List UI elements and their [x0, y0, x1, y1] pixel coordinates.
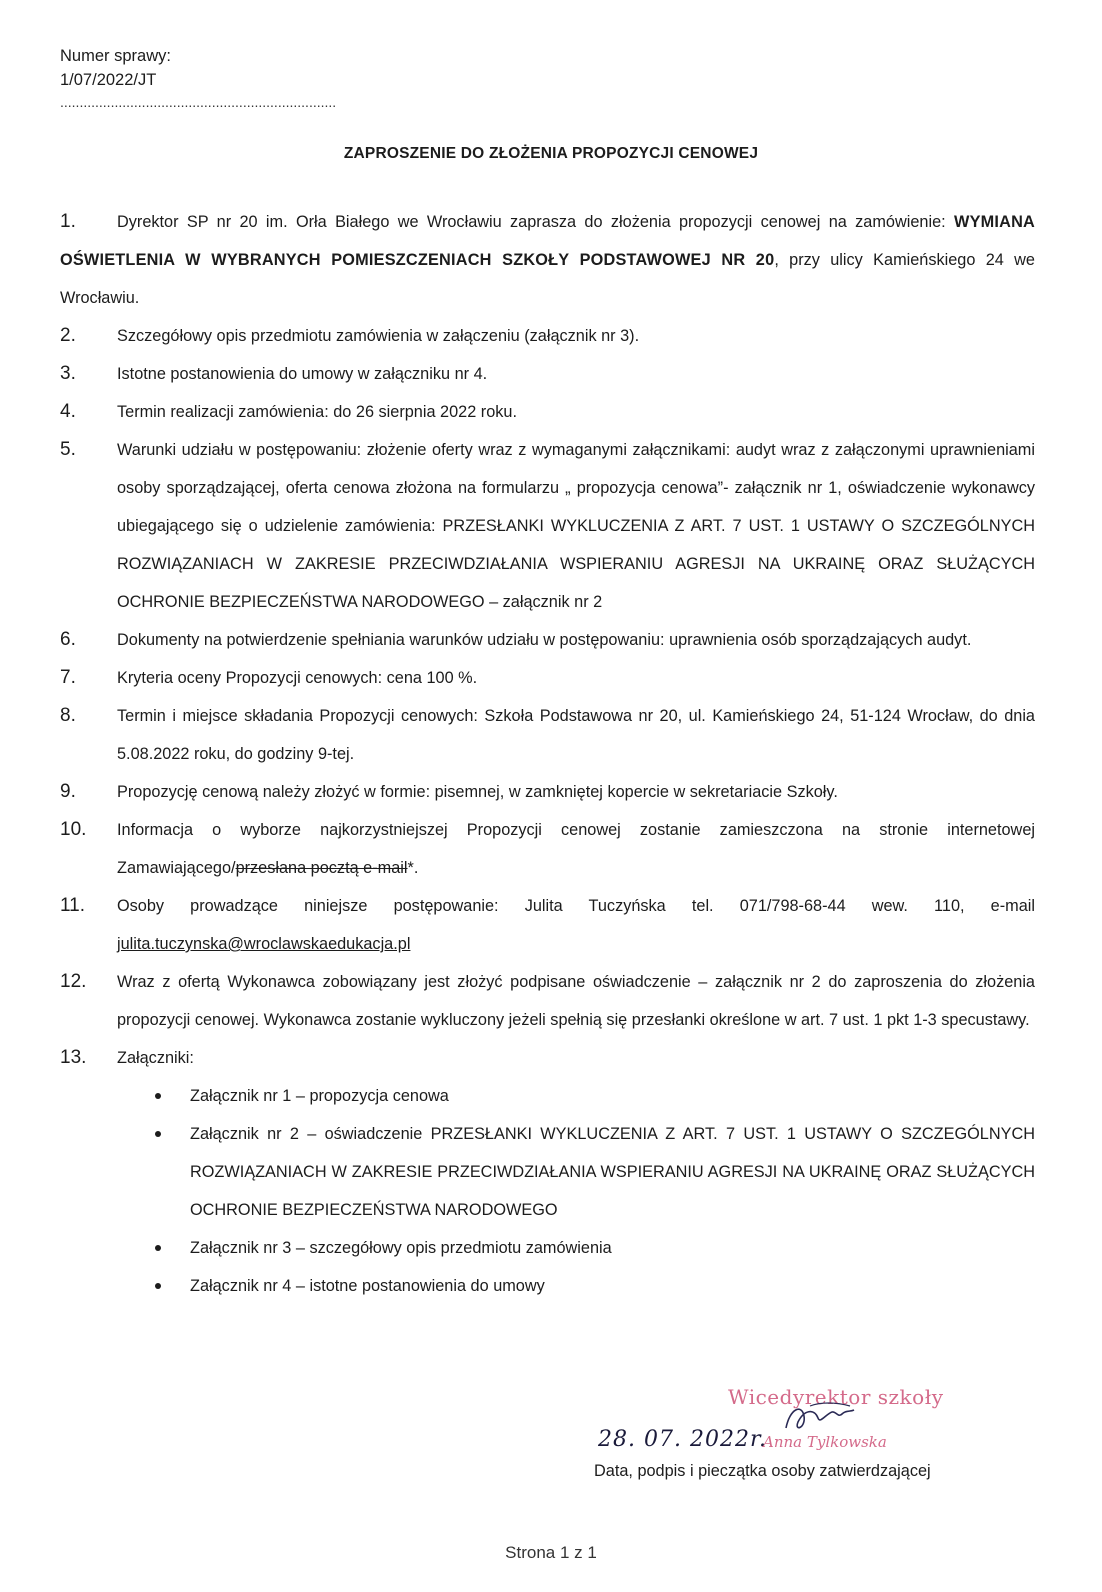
list-item-9: [60, 773, 1035, 811]
item-text: Kryteria oceny Propozycji cenowych: cena 100 %.: [117, 669, 478, 687]
item-text-part: Dyrektor SP nr 20 im. Orła Białego we Wrocławiu zaprasza do złożenia propozycji cenowej na zamówienie:: [117, 213, 954, 231]
item-text: Propozycję cenową należy złożyć w formie: pisemnej, w zamkniętej kopercie w sekretariacie Szkoły.: [117, 783, 838, 801]
item-text: Termin i miejsce składania Propozycji cenowych: Szkoła Podstawowa nr 20, ul. Kamieńskiego 24, 51-124 Wrocław, do dnia 5.08.2022 roku, do godziny 9-tej.: [117, 707, 1035, 763]
list-item-6: [60, 621, 1035, 659]
attachment-item: Załącznik nr 1 – propozycja cenowa: [190, 1077, 1035, 1115]
item-number: 3.: [60, 363, 76, 384]
item-text: Istotne postanowienia do umowy w załączniku nr 4.: [117, 365, 488, 383]
numbered-list: [60, 203, 1035, 1305]
item-text: [117, 811, 1035, 887]
item-number: 4.: [60, 401, 76, 422]
item-number: 9.: [60, 781, 76, 802]
item-text: [60, 203, 1035, 317]
item-number: 13.: [60, 1047, 87, 1068]
item-number: 8.: [60, 705, 76, 726]
item-text: Dokumenty na potwierdzenie spełniania warunków udziału w postępowaniu: uprawnienia osób sporządzających audyt.: [117, 631, 972, 649]
item-text: Termin realizacji zamówienia: do 26 sierpnia 2022 roku.: [117, 403, 517, 421]
item-number: 10.: [60, 819, 87, 840]
attachment-item: Załącznik nr 3 – szczegółowy opis przedmiotu zamówienia: [190, 1229, 1035, 1267]
item-text-part: Informacja o wyborze najkorzystniejszej Propozycji cenowej zostanie zamieszczona na stronie internetowej Zamawiającego/: [117, 821, 1035, 877]
document-title: ZAPROSZENIE DO ZŁOŻENIA PROPOZYCJI CENOWEJ: [343, 145, 759, 162]
handwritten-date: 28. 07. 2022r.: [598, 1427, 768, 1452]
handwritten-signature: [780, 1398, 860, 1438]
item-number: 2.: [60, 325, 76, 346]
item-text: Wraz z ofertą Wykonawca zobowiązany jest złożyć podpisane oświadczenie – załącznik nr 2 do zaproszenia do złożenia propozycji cenowej. Wykonawca zostanie wykluczony jeżeli spełnią się przesłanki określone w art. 7 ust. 1 pkt 1-3 specustawy.: [117, 973, 1035, 1029]
order-subject: WYMIANA OŚWIETLENIA W WYBRANYCH POMIESZCZENIACH SZKOŁY PODSTAWOWEJ NR 20: [60, 213, 1035, 269]
list-item-4: [60, 393, 1035, 431]
item-text-part: , przy ulicy Kamieńskiego 24 we Wrocławiu.: [60, 251, 1035, 307]
case-number-label: Numer sprawy:: [60, 47, 171, 65]
stamp-name: Anna Tylkowska: [763, 1433, 887, 1451]
email-link[interactable]: julita.tuczynska@wroclawskaedukacja.pl: [117, 935, 411, 953]
list-item-11: [60, 887, 1035, 963]
list-item-7: [60, 659, 1035, 697]
struck-text: przesłana pocztą e-mail: [235, 859, 408, 877]
item-text: [117, 887, 1035, 963]
attachments-list: [190, 1077, 1035, 1305]
item-number: 6.: [60, 629, 76, 650]
item-number: 7.: [60, 667, 76, 688]
item-number: 12.: [60, 971, 87, 992]
attachment-item: Załącznik nr 4 – istotne postanowienia do umowy: [190, 1267, 1035, 1305]
item-number: 1.: [60, 211, 76, 232]
page-number: Strona 1 z 1: [505, 1543, 597, 1562]
case-number: 1/07/2022/JT: [60, 71, 157, 89]
item-text-part: *.: [407, 859, 419, 877]
stamp-title: Wicedyrektor szkoły: [728, 1385, 944, 1409]
list-item-10: [60, 811, 1035, 887]
dotted-line: .......................................................................: [60, 94, 337, 110]
list-item-12: [60, 963, 1035, 1039]
item-text: Warunki udziału w postępowaniu: złożenie oferty wraz z wymaganymi załącznikami: audyt wraz z załączonymi uprawnieniami osoby sporządzającej, oferta cenowa złożona na formularzu „ propozycja cenowa”- załącznik nr 1, oświadczenie wykonawcy ubiegającego się o udzielenie zamówienia: PRZESŁANKI WYKLUCZENIA Z ART. 7 UST. 1 USTAWY O SZCZEGÓLNYCH ROZWIĄZANIACH W ZAKRESIE PRZECIWDZIAŁANIA WSPIERANIU AGRESJI NA UKRAINĘ ORAZ SŁUŻĄCYCH OCHRONIE BEZPIECZEŃSTWA NARODOWEGO – załącznik nr 2: [117, 441, 1035, 611]
item-number: 5.: [60, 439, 76, 460]
list-item-8: [60, 697, 1035, 773]
list-item-3: [60, 355, 1035, 393]
item-number: 11.: [60, 895, 86, 916]
list-item-1: [60, 203, 1035, 317]
attachment-item: Załącznik nr 2 – oświadczenie PRZESŁANKI WYKLUCZENIA Z ART. 7 UST. 1 USTAWY O SZCZEGÓLNYCH ROZWIĄZANIACH W ZAKRESIE PRZECIWDZIAŁANIA WSPIERANIU AGRESJI NA UKRAINĘ ORAZ SŁUŻĄCYCH OCHRONIE BEZPIECZEŃSTWA NARODOWEGO: [190, 1115, 1035, 1229]
item-text: Szczegółowy opis przedmiotu zamówienia w załączeniu (załącznik nr 3).: [117, 327, 640, 345]
approver-caption: Data, podpis i pieczątka osoby zatwierdzającej: [594, 1462, 931, 1480]
list-item-5: [60, 431, 1035, 621]
list-item-2: [60, 317, 1035, 355]
item-text-part: Osoby prowadzące niniejsze postępowanie: Julita Tuczyńska tel. 071/798-68-44 wew. 110, e-mail: [117, 897, 1035, 915]
list-item-13: [60, 1039, 1035, 1077]
item-text: Załączniki:: [117, 1049, 194, 1067]
